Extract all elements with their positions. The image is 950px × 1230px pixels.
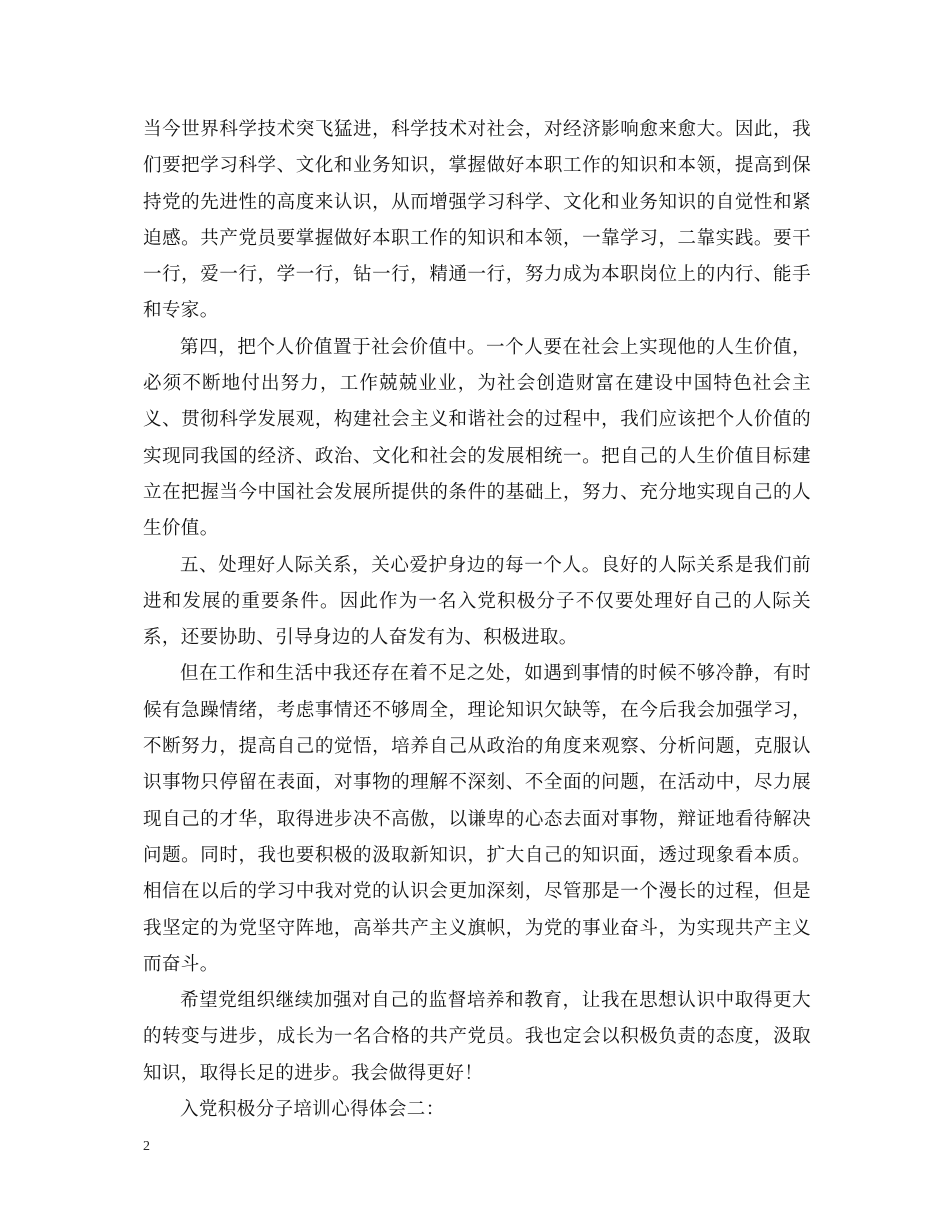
paragraph-personal-value: 第四，把个人价值置于社会价值中。一个人要在社会上实现他的人生价值，必须不断地付出努力，工作兢兢业业，为社会创造财富在建设中国特色社会主义、贯彻科学发展观，构建社会主义和谐社会的过程中，我们应该把个人价值的实现同我国的经济、政治、文化和社会的发展相统一。把自己的人生价值目标建立在把握当今中国社会发展所提供的条件的基础上，努力、充分地实现自己的人生价值。 (143, 336, 811, 540)
paragraph-shortcomings: 但在工作和生活中我还存在着不足之处，如遇到事情的时候不够冷静，有时候有急躁情绪，考虑事情还不够周全，理论知识欠缺等，在今后我会加强学习，不断努力，提高自己的觉悟，培养自己从政治的角度来观察、分析问题，克服认识事物只停留在表面，对事物的理解不深刻、不全面的问题，在活动中，尽力展现自己的才华，取得进步决不高傲，以谦卑的心态去面对事物，辩证地看待解决问题。同时，我也要积极的汲取新知识，扩大自己的知识面，透过现象看本质。相信在以后的学习中我对党的认识会更加深刻，尽管那是一个漫长的过程，但是我坚定的为党坚守阵地，高举共产主义旗帜，为党的事业奋斗，为实现共产主义而奋斗。 (143, 663, 811, 975)
page-number: 2 (143, 1139, 150, 1154)
paragraph-section-heading: 入党积极分子培训心得体会二： (180, 1099, 445, 1121)
paragraph-relationships: 五、处理好人际关系，关心爱护身边的每一个人。良好的人际关系是我们前进和发展的重要条件。因此作为一名入党积极分子不仅要处理好自己的人际关系，还要协助、引导身边的人奋发有为、积极进取。 (143, 554, 811, 649)
document-body (143, 112, 811, 1128)
paragraph-hope: 希望党组织继续加强对自己的监督培养和教育，让我在思想认识中取得更大的转变与进步，成长为一名合格的共产党员。我也定会以积极负责的态度，汲取知识，取得长足的进步。我会做得更好！ (143, 990, 811, 1084)
paragraph-continuation: 当今世界科学技术突飞猛进，科学技术对社会，对经济影响愈来愈大。因此，我们要把学习科学、文化和业务知识，掌握做好本职工作的知识和本领，提高到保持党的先进性的高度来认识，从而增强学习科学、文化和业务知识的自觉性和紧迫感。共产党员要掌握做好本职工作的知识和本领，一靠学习，二靠实践。要干一行，爱一行，学一行，钻一行，精通一行，努力成为本职岗位上的内行、能手和专家。 (143, 119, 811, 322)
